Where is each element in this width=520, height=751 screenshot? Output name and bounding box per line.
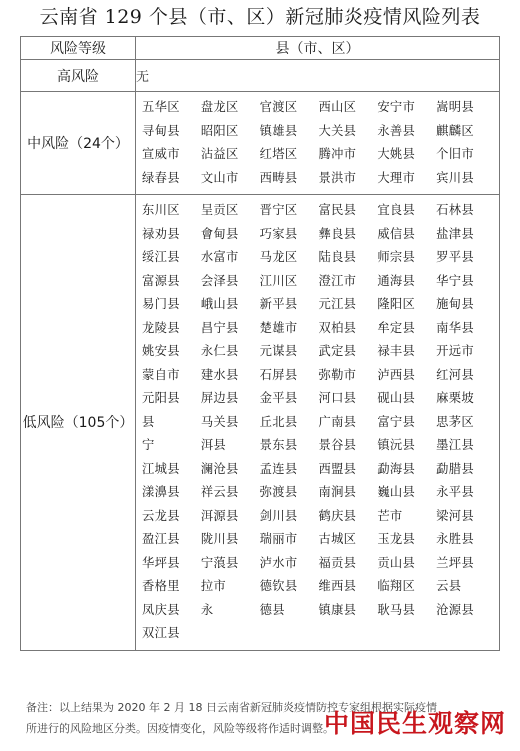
county-item: 绥江县 bbox=[142, 250, 180, 264]
county-item: 双柏县 bbox=[318, 320, 357, 335]
county-item: 东川区 bbox=[142, 203, 180, 217]
county-item: 盐津县 bbox=[436, 226, 474, 241]
county-item: 陆良县 bbox=[318, 250, 357, 264]
county-item: 景洪市 bbox=[318, 170, 357, 185]
county-item: 大理市 bbox=[377, 170, 416, 185]
county-item: 屏边县 bbox=[200, 391, 239, 405]
county-item: 呈贡区 bbox=[200, 203, 239, 217]
county-item: 安宁市 bbox=[377, 100, 416, 114]
county-item: 丘北县 bbox=[259, 414, 298, 429]
risk-table bbox=[20, 36, 500, 651]
county-item: 南华县 bbox=[436, 320, 474, 335]
county-item: 鹤庆县 bbox=[318, 508, 357, 523]
county-item: 五华区 bbox=[142, 100, 180, 114]
medium-risk-cell bbox=[136, 92, 500, 195]
county-item: 江川区 bbox=[259, 273, 298, 288]
county-item: 石屏县 bbox=[259, 367, 298, 382]
medium-risk-row bbox=[21, 92, 500, 195]
county-item: 蒙自市 bbox=[142, 367, 180, 382]
county-item: 墨江县 bbox=[436, 438, 474, 452]
county-item: 孟连县 bbox=[259, 461, 298, 476]
county-item: 昌宁县 bbox=[200, 320, 239, 335]
county-item: 永仁县 bbox=[200, 344, 239, 358]
county-item: 香格里 bbox=[142, 579, 180, 593]
county-item: 砚山县 bbox=[377, 391, 416, 405]
county-item: 开远市 bbox=[436, 344, 474, 358]
county-item: 瑞丽市 bbox=[259, 532, 298, 546]
county-item: 泸西县 bbox=[377, 367, 416, 382]
low-risk-label: 低风险（105个） bbox=[21, 195, 136, 651]
county-item: 澜沧县 bbox=[200, 461, 239, 476]
header-risk-level: 风险等级 bbox=[21, 37, 136, 60]
county-item: 禄劝县 bbox=[142, 226, 180, 241]
county-item: 西盟县 bbox=[318, 461, 357, 476]
page-title: 云南省 129 个县（市、区）新冠肺炎疫情风险列表 bbox=[39, 6, 481, 28]
county-item: 河口县 bbox=[318, 391, 357, 405]
watermark-logo: 中国民生观察网 bbox=[323, 709, 506, 738]
medium-risk-list bbox=[136, 92, 499, 194]
low-risk-list bbox=[136, 195, 499, 650]
county-item: 梁河县 bbox=[436, 508, 474, 523]
county-item: 福贡县 bbox=[318, 555, 357, 570]
county-item: 西山区 bbox=[318, 100, 357, 114]
county-item: 龙陵县 bbox=[142, 320, 180, 335]
county-item: 漾濞县 bbox=[142, 485, 180, 499]
county-item: 宜良县 bbox=[377, 203, 416, 217]
county-item: 官渡区 bbox=[259, 100, 298, 114]
header-counties: 县（市、区） bbox=[136, 37, 500, 60]
county-item: 会泽县 bbox=[200, 273, 239, 288]
county-item: 古城区 bbox=[318, 532, 357, 546]
county-item: 威信县 bbox=[377, 226, 416, 241]
county-item: 马龙区 bbox=[259, 250, 298, 264]
table-header-row bbox=[21, 37, 500, 60]
county-item: 文山市 bbox=[200, 170, 239, 185]
county-item: 澄江市 bbox=[318, 273, 357, 288]
county-item: 宁蒗县 bbox=[200, 555, 239, 570]
county-item: 镇沅县 bbox=[377, 438, 416, 452]
county-item: 盘龙区 bbox=[200, 100, 239, 114]
county-item: 建水县 bbox=[200, 367, 239, 382]
county-item: 个旧市 bbox=[436, 147, 474, 161]
county-item: 兰坪县 bbox=[436, 555, 474, 570]
county-item: 德县 bbox=[259, 602, 285, 617]
county-item: 沧源县 bbox=[436, 602, 474, 617]
county-item: 麻栗坡 bbox=[436, 391, 474, 405]
county-item: 盈江县 bbox=[142, 532, 180, 546]
high-risk-row bbox=[21, 60, 500, 92]
county-item: 马关县 bbox=[200, 414, 239, 429]
county-item: 元阳县 bbox=[142, 391, 180, 405]
county-item: 武定县 bbox=[318, 344, 357, 358]
county-item: 芒市 bbox=[377, 508, 403, 523]
county-item: 德钦县 bbox=[259, 579, 298, 593]
county-item: 红河县 bbox=[436, 367, 474, 382]
county-item: 洱源县 bbox=[200, 508, 239, 523]
county-item: 宣威市 bbox=[142, 147, 180, 161]
county-item: 剑川县 bbox=[259, 508, 298, 523]
county-item: 华宁县 bbox=[436, 273, 474, 288]
county-item: 勐海县 bbox=[377, 461, 416, 476]
county-item: 凤庆县 bbox=[142, 602, 180, 617]
county-item: 西畴县 bbox=[259, 170, 298, 185]
county-item: 华坪县 bbox=[142, 555, 180, 570]
county-item: 腾冲市 bbox=[318, 147, 357, 161]
county-item: 富民县 bbox=[318, 203, 357, 217]
county-item: 金平县 bbox=[259, 391, 298, 405]
county-item: 勐腊县 bbox=[436, 461, 474, 476]
county-item: 维西县 bbox=[318, 579, 357, 593]
county-item: 巍山县 bbox=[377, 485, 416, 499]
low-risk-cell bbox=[136, 195, 500, 651]
county-item: 峨山县 bbox=[200, 297, 239, 311]
county-item: 永平县 bbox=[436, 485, 474, 499]
county-item: 大姚县 bbox=[377, 147, 416, 161]
county-item: 會甸县 bbox=[200, 226, 239, 241]
footnote-line-1: 备注：以上结果为 2020 年 2 月 18 日云南省新冠肺炎疫情防控专家组根据实际疫情 bbox=[26, 701, 437, 714]
county-item: 江城县 bbox=[142, 461, 180, 476]
county-item: 陇川县 bbox=[200, 532, 239, 546]
county-item: 石林县 bbox=[436, 203, 474, 217]
county-item: 姚安县 bbox=[142, 344, 180, 358]
county-item: 晋宁区 bbox=[259, 203, 298, 217]
county-item: 水富市 bbox=[200, 250, 239, 264]
county-item: 富源县 bbox=[142, 273, 180, 288]
county-item: 元谋县 bbox=[259, 344, 298, 358]
medium-risk-label: 中风险（24个） bbox=[21, 92, 136, 195]
county-item: 拉市 bbox=[200, 579, 227, 593]
county-item: 师宗县 bbox=[377, 250, 416, 264]
county-item: 沾益区 bbox=[200, 147, 239, 161]
county-item: 祥云县 bbox=[200, 485, 239, 499]
county-item: 双江县 bbox=[142, 626, 180, 640]
county-item: 南涧县 bbox=[318, 485, 357, 499]
county-item: 玉龙县 bbox=[377, 532, 416, 546]
county-item: 通海县 bbox=[377, 273, 416, 288]
county-item: 富宁县 bbox=[377, 414, 416, 429]
county-item: 麒麟区 bbox=[436, 123, 474, 138]
county-item: 云县 bbox=[436, 579, 462, 593]
county-item: 永 bbox=[200, 602, 214, 617]
low-risk-row bbox=[21, 195, 500, 651]
county-item: 镇雄县 bbox=[259, 123, 298, 138]
county-item: 施甸县 bbox=[436, 297, 474, 311]
county-item: 洱县 bbox=[200, 438, 227, 452]
county-item: 彝良县 bbox=[318, 226, 357, 241]
county-item: 牟定县 bbox=[377, 320, 416, 335]
county-item: 临翔区 bbox=[377, 579, 416, 593]
county-item: 景东县 bbox=[259, 438, 298, 452]
county-item: 宁 bbox=[142, 438, 155, 452]
county-item: 隆阳区 bbox=[377, 297, 416, 311]
county-item: 镇康县 bbox=[318, 602, 357, 617]
county-item: 易门县 bbox=[142, 297, 180, 311]
county-item: 巧家县 bbox=[259, 226, 298, 241]
county-item: 楚雄市 bbox=[259, 320, 298, 335]
county-item: 贡山县 bbox=[377, 555, 416, 570]
county-item: 云龙县 bbox=[142, 508, 180, 523]
county-item: 昭阳区 bbox=[200, 123, 239, 138]
county-item: 弥渡县 bbox=[259, 485, 298, 499]
county-item: 寻甸县 bbox=[142, 123, 180, 138]
county-item: 泸水市 bbox=[259, 555, 298, 570]
county-item: 思茅区 bbox=[436, 414, 474, 429]
county-item: 元江县 bbox=[318, 297, 357, 311]
county-item: 红塔区 bbox=[259, 147, 298, 161]
county-item: 县 bbox=[142, 414, 155, 429]
county-item: 永胜县 bbox=[436, 532, 474, 546]
county-item: 永善县 bbox=[377, 123, 416, 138]
county-item: 宾川县 bbox=[436, 170, 474, 185]
county-item: 大关县 bbox=[318, 123, 357, 138]
county-item: 弥勒市 bbox=[318, 367, 357, 382]
high-risk-label: 高风险 bbox=[21, 60, 136, 92]
county-item: 罗平县 bbox=[436, 250, 474, 264]
county-item: 景谷县 bbox=[318, 438, 357, 452]
county-item: 广南县 bbox=[318, 414, 357, 429]
county-item: 新平县 bbox=[259, 297, 298, 311]
county-item: 嵩明县 bbox=[436, 100, 474, 114]
high-risk-value: 无 bbox=[136, 60, 500, 92]
footnote-line-2: 所进行的风险地区分类。因疫情变化，风险等级将作适时调整。 bbox=[26, 722, 334, 735]
county-item: 耿马县 bbox=[377, 602, 416, 617]
county-item: 绿春县 bbox=[142, 170, 180, 185]
county-item: 禄丰县 bbox=[377, 344, 416, 358]
